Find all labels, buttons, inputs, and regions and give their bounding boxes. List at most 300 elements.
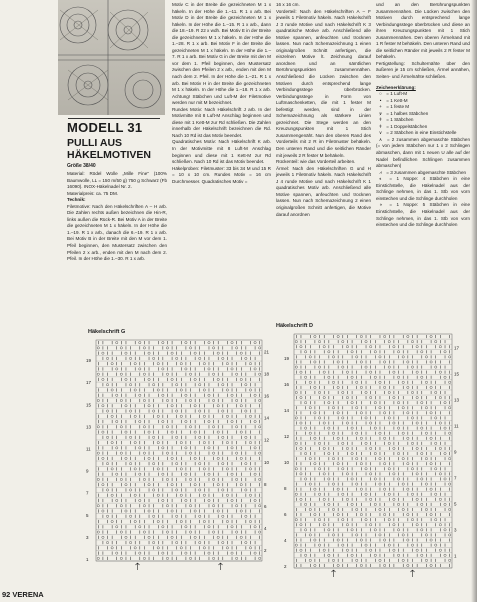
chain-mark bbox=[328, 478, 330, 480]
chain-mark bbox=[106, 489, 108, 491]
chain-mark bbox=[162, 368, 164, 370]
chain-mark bbox=[304, 376, 306, 378]
chain-mark bbox=[439, 498, 441, 500]
chain-mark bbox=[402, 407, 404, 409]
chain-mark bbox=[203, 415, 205, 417]
paragraph: Fertigstellung: Schulternähte über den äußeren je 15 cm schließen, Ärmel annähen, Seiten- und Ärmelnähte schließen. bbox=[376, 60, 470, 80]
legend-symbol-icon: ∨ bbox=[378, 130, 383, 136]
chain-mark bbox=[430, 335, 432, 337]
chain-mark bbox=[249, 363, 251, 365]
chain-mark bbox=[439, 447, 441, 449]
chain-mark bbox=[374, 376, 376, 378]
chain-mark bbox=[143, 505, 145, 507]
chain-mark bbox=[134, 441, 136, 443]
chain-mark bbox=[346, 549, 348, 551]
chain-mark bbox=[208, 526, 210, 528]
chain-mark bbox=[328, 503, 330, 505]
chain-mark bbox=[360, 437, 362, 439]
chain-mark bbox=[212, 478, 214, 480]
chain-mark bbox=[139, 526, 141, 528]
chain-mark bbox=[435, 442, 437, 444]
chain-mark bbox=[425, 483, 427, 485]
chain-mark bbox=[421, 529, 423, 531]
chain-mark bbox=[203, 389, 205, 391]
chain-mark bbox=[314, 513, 316, 515]
row-number-label: 17 bbox=[454, 345, 460, 351]
chain-mark bbox=[449, 508, 451, 510]
chain-mark bbox=[314, 412, 316, 414]
chain-mark bbox=[152, 489, 154, 491]
row-number-label: 4 bbox=[284, 538, 287, 543]
chain-mark bbox=[212, 399, 214, 401]
chain-mark bbox=[231, 447, 233, 449]
chain-mark bbox=[125, 431, 127, 433]
chain-mark bbox=[171, 378, 173, 380]
chain-mark bbox=[162, 499, 164, 501]
chain-mark bbox=[393, 346, 395, 348]
chain-mark bbox=[439, 524, 441, 526]
chain-mark bbox=[374, 351, 376, 353]
chain-mark bbox=[185, 473, 187, 475]
chain-mark bbox=[116, 420, 118, 422]
chain-mark bbox=[259, 347, 261, 349]
chain-mark bbox=[421, 402, 423, 404]
chain-mark bbox=[240, 405, 242, 407]
chain-mark bbox=[435, 544, 437, 546]
chain-mark bbox=[318, 519, 320, 521]
chain-mark bbox=[116, 341, 118, 343]
chain-mark bbox=[106, 410, 108, 412]
chain-mark bbox=[444, 554, 446, 556]
chain-mark bbox=[295, 544, 297, 546]
chain-mark bbox=[102, 352, 104, 354]
legend-text: = 1 Stäbchen bbox=[385, 117, 414, 123]
chain-mark bbox=[379, 559, 381, 561]
chain-mark bbox=[111, 415, 113, 417]
chain-mark bbox=[97, 557, 99, 559]
chain-mark bbox=[439, 371, 441, 373]
chain-mark bbox=[314, 488, 316, 490]
chain-mark bbox=[323, 371, 325, 373]
chain-mark bbox=[295, 366, 297, 368]
chain-mark bbox=[370, 498, 372, 500]
chain-mark bbox=[388, 340, 390, 342]
chain-mark bbox=[189, 399, 191, 401]
chain-mark bbox=[208, 552, 210, 554]
chain-mark bbox=[318, 340, 320, 342]
chain-mark bbox=[411, 340, 413, 342]
chain-mark bbox=[402, 356, 404, 358]
chain-mark bbox=[129, 463, 131, 465]
chain-mark bbox=[222, 463, 224, 465]
chain-mark bbox=[421, 427, 423, 429]
chain-mark bbox=[374, 503, 376, 505]
chain-mark bbox=[439, 422, 441, 424]
chain-mark bbox=[106, 515, 108, 517]
chain-mark bbox=[212, 373, 214, 375]
chain-mark bbox=[444, 503, 446, 505]
chain-mark bbox=[309, 559, 311, 561]
chain-mark bbox=[309, 508, 311, 510]
chain-mark bbox=[370, 346, 372, 348]
chain-mark bbox=[171, 457, 173, 459]
chain-mark bbox=[416, 473, 418, 475]
chain-mark bbox=[143, 557, 145, 559]
chain-mark bbox=[332, 356, 334, 358]
legend-text: = 3 zusammen abgemaschte Stäbchen bbox=[385, 169, 467, 175]
chain-mark bbox=[226, 520, 228, 522]
chain-mark bbox=[411, 468, 413, 470]
chain-mark bbox=[180, 494, 182, 496]
chain-mark bbox=[304, 554, 306, 556]
chain-mark bbox=[180, 441, 182, 443]
chain-mark bbox=[208, 420, 210, 422]
chain-mark bbox=[176, 489, 178, 491]
chain-mark bbox=[199, 463, 201, 465]
chain-mark bbox=[143, 426, 145, 428]
chain-mark bbox=[449, 534, 451, 536]
chain-mark bbox=[212, 426, 214, 428]
chain-mark bbox=[199, 489, 201, 491]
chain-mark bbox=[388, 544, 390, 546]
chain-mark bbox=[185, 394, 187, 396]
chain-mark bbox=[332, 381, 334, 383]
chain-mark bbox=[245, 489, 247, 491]
chain-mark bbox=[222, 357, 224, 359]
chain-mark bbox=[346, 498, 348, 500]
chain-mark bbox=[194, 484, 196, 486]
chain-mark bbox=[226, 441, 228, 443]
chain-mark bbox=[231, 341, 233, 343]
chain-mark bbox=[388, 519, 390, 521]
legend-text: = 1 feste M bbox=[385, 104, 410, 110]
chain-mark bbox=[318, 468, 320, 470]
row-number-label: 19 bbox=[86, 358, 92, 364]
chain-mark bbox=[143, 347, 145, 349]
row-number-label: 9 bbox=[86, 468, 89, 474]
chain-mark bbox=[97, 531, 99, 533]
chain-mark bbox=[226, 494, 228, 496]
chain-mark bbox=[189, 426, 191, 428]
chain-mark bbox=[125, 457, 127, 459]
chain-mark bbox=[152, 357, 154, 359]
chain-mark bbox=[379, 407, 381, 409]
chain-mark bbox=[300, 346, 302, 348]
chain-mark bbox=[379, 483, 381, 485]
chain-mark bbox=[240, 457, 242, 459]
chain-mark bbox=[328, 554, 330, 556]
chain-mark bbox=[134, 389, 136, 391]
row-number-label: 12 bbox=[284, 434, 290, 439]
chain-mark bbox=[217, 352, 219, 354]
chain-mark bbox=[254, 420, 256, 422]
chain-mark bbox=[249, 415, 251, 417]
chain-mark bbox=[309, 381, 311, 383]
chain-mark bbox=[397, 376, 399, 378]
chain-mark bbox=[379, 534, 381, 536]
legend-title: Zeichenerklärung: bbox=[376, 84, 416, 90]
chain-mark bbox=[254, 499, 256, 501]
chain-mark bbox=[189, 347, 191, 349]
chain-mark bbox=[212, 505, 214, 507]
chain-mark bbox=[430, 463, 432, 465]
chain-mark bbox=[370, 549, 372, 551]
chain-mark bbox=[360, 488, 362, 490]
chain-mark bbox=[194, 431, 196, 433]
chain-mark bbox=[166, 426, 168, 428]
chain-mark bbox=[374, 478, 376, 480]
chain-mark bbox=[379, 356, 381, 358]
chain-mark bbox=[444, 427, 446, 429]
chain-mark bbox=[342, 417, 344, 419]
chain-mark bbox=[157, 494, 159, 496]
chain-mark bbox=[139, 341, 141, 343]
chain-mark bbox=[235, 505, 237, 507]
chain-mark bbox=[120, 399, 122, 401]
chain-mark bbox=[346, 396, 348, 398]
chain-mark bbox=[106, 357, 108, 359]
chain-mark bbox=[120, 452, 122, 454]
chain-mark bbox=[397, 427, 399, 429]
chain-mark bbox=[222, 489, 224, 491]
row-number-label: 12 bbox=[264, 437, 270, 443]
chain-mark bbox=[449, 432, 451, 434]
chain-mark bbox=[143, 399, 145, 401]
chain-mark bbox=[295, 391, 297, 393]
chain-mark bbox=[383, 513, 385, 515]
chain-mark bbox=[328, 376, 330, 378]
chain-mark bbox=[342, 442, 344, 444]
chain-mark bbox=[166, 478, 168, 480]
chain-mark bbox=[351, 554, 353, 556]
legend-symbol-icon: + bbox=[379, 104, 382, 110]
chain-mark bbox=[231, 420, 233, 422]
chain-mark bbox=[318, 442, 320, 444]
chain-mark bbox=[203, 363, 205, 365]
chain-mark bbox=[102, 484, 104, 486]
chain-mark bbox=[148, 431, 150, 433]
chain-mark bbox=[212, 557, 214, 559]
chain-mark bbox=[199, 541, 201, 543]
chain-mark bbox=[106, 436, 108, 438]
chain-mark bbox=[254, 552, 256, 554]
chain-mark bbox=[102, 378, 104, 380]
chain-mark bbox=[116, 394, 118, 396]
chain-mark bbox=[332, 432, 334, 434]
chain-mark bbox=[235, 347, 237, 349]
chain-mark bbox=[379, 381, 381, 383]
chain-mark bbox=[162, 447, 164, 449]
chain-mark bbox=[116, 368, 118, 370]
chain-mark bbox=[304, 452, 306, 454]
chain-mark bbox=[185, 552, 187, 554]
legend-item bbox=[376, 202, 470, 228]
chain-mark bbox=[388, 391, 390, 393]
legend-symbol-icon: ꝟ bbox=[379, 110, 382, 116]
chain-mark bbox=[411, 366, 413, 368]
chain-mark bbox=[407, 488, 409, 490]
chain-mark bbox=[328, 351, 330, 353]
chain-mark bbox=[300, 524, 302, 526]
chain-mark bbox=[111, 547, 113, 549]
chain-mark bbox=[402, 483, 404, 485]
chain-mark bbox=[208, 473, 210, 475]
chain-mark bbox=[332, 483, 334, 485]
row-number-label: 8 bbox=[284, 486, 287, 491]
chain-mark bbox=[129, 515, 131, 517]
chain-mark bbox=[111, 389, 113, 391]
chain-mark bbox=[171, 536, 173, 538]
chain-mark bbox=[314, 335, 316, 337]
legend-symbol-icon: ⩘ bbox=[379, 169, 382, 175]
chain-mark bbox=[120, 557, 122, 559]
chain-mark bbox=[199, 515, 201, 517]
chain-mark bbox=[116, 499, 118, 501]
chain-mark bbox=[152, 541, 154, 543]
chain-mark bbox=[383, 437, 385, 439]
chain-mark bbox=[365, 340, 367, 342]
chain-mark bbox=[328, 529, 330, 531]
legend-symbol-icon: ǂ bbox=[379, 123, 382, 129]
chain-mark bbox=[411, 391, 413, 393]
chain-mark bbox=[407, 361, 409, 363]
chain-mark bbox=[129, 436, 131, 438]
chain-mark bbox=[180, 468, 182, 470]
chain-mark bbox=[356, 508, 358, 510]
chain-mark bbox=[245, 384, 247, 386]
chain-mark bbox=[231, 552, 233, 554]
paragraph: Vorderteil: Nach den Häkelschriften A – F jeweils 1 Filetmotiv häkeln. Nach Häkelschrift J 3 runde Motive und nach Häkelschrift K 3 quadratische Motive arb. Anschließend alle Motive spannen, anfeuchten und trocknen lassen. Nun nach Schemazeichnung 1 einen originalgroßen Schnitt anfertigen, die einzelnen Motive lt. Zeichnung darauf anordnen und an sämtlichen Berührungspunkten zusammennähen. Anschließend die Lücken zwischen den Motiven durch entsprechend lange Verbindungsstege überbrücken. Verbindungsstege in Form von Luftmaschenketten, die mit 1 fester M befestigt werden, sind in der Schemazeichnung als stärkere Linien gezeichnet. Die Stege werden an den Kreuzungspunkten mit 1 Stich zusammengenäht. Nun den oberen Rand des Vorderteils mit 2 R im Filetmuster behäkeln. Den unteren Rand und die seitlichen Ränder mit jeweils 2 R fester M behäkeln. bbox=[276, 8, 371, 158]
chain-mark bbox=[444, 351, 446, 353]
chain-mark bbox=[111, 494, 113, 496]
chain-mark bbox=[125, 352, 127, 354]
chain-mark bbox=[318, 493, 320, 495]
chain-mark bbox=[435, 519, 437, 521]
chain-mark bbox=[346, 346, 348, 348]
chain-mark bbox=[393, 498, 395, 500]
chain-mark bbox=[134, 494, 136, 496]
chain-mark bbox=[397, 503, 399, 505]
legend-text: = 1 Noppe: 4 Stäbchen in eine Einstichstelle, die Häkelnadel aus der Schlinge nehmen, in das 1. Stb von vorn einstechen und die Schlinge durchholen bbox=[376, 176, 470, 201]
chain-mark bbox=[240, 510, 242, 512]
chain-mark bbox=[365, 366, 367, 368]
chain-mark bbox=[194, 378, 196, 380]
chain-mark bbox=[208, 499, 210, 501]
chain-mark bbox=[97, 347, 99, 349]
chain-mark bbox=[397, 478, 399, 480]
chain-mark bbox=[337, 361, 339, 363]
chain-mark bbox=[189, 373, 191, 375]
chain-mark bbox=[194, 405, 196, 407]
legend-symbol-icon: ◑ bbox=[379, 202, 382, 208]
chain-mark bbox=[189, 531, 191, 533]
row-number-label: 3 bbox=[86, 534, 89, 540]
chain-mark bbox=[342, 493, 344, 495]
chain-mark bbox=[337, 437, 339, 439]
chain-mark bbox=[157, 520, 159, 522]
chain-mark bbox=[102, 536, 104, 538]
chain-mark bbox=[407, 513, 409, 515]
chain-mark bbox=[222, 410, 224, 412]
chain-mark bbox=[235, 399, 237, 401]
chain-mark bbox=[435, 366, 437, 368]
row-number-label: 3 bbox=[454, 527, 457, 533]
chain-mark bbox=[337, 412, 339, 414]
row-number-label: 14 bbox=[284, 408, 290, 413]
row-number-label: 13 bbox=[454, 397, 460, 403]
repeat-arrow-icon bbox=[332, 570, 336, 577]
chain-mark bbox=[416, 549, 418, 551]
chain-mark bbox=[356, 356, 358, 358]
chain-mark bbox=[351, 427, 353, 429]
chain-mark bbox=[435, 391, 437, 393]
chain-mark bbox=[439, 473, 441, 475]
chain-mark bbox=[259, 557, 261, 559]
chain-mark bbox=[351, 478, 353, 480]
chain-mark bbox=[318, 544, 320, 546]
paragraph: Motiv C in der Breite die gezeichneten M 1 x häkeln. In der Höhe die 1.–11. R 1 x arb. Bei Motiv D in der Breite die gezeichneten M 1 x häkeln. In der Höhe die 1.–15. R 1 x arb., dann die 18.–19. R 22 x wdh. Bei Motiv E in der Breite die gezeichneten M 1 x häkeln. In der Höhe die 1.–28. R 1 x arb. Bei Motiv F in der Breite die gezeichneten M 1 x häkeln. In der Höhe die 1.–7. R 1 x arb. Bei Motiv G in der Breite mit den M vor dem 1. Pfeil beginnen, den Mustersatz zwischen den Pfeilen 2 x arb., enden mit den M nach dem 2. Pfeil. In der Höhe die 1.–21. R 1 x arb. Bei Motiv H in der Breite die gezeichneten M 1 x häkeln. In der Höhe die 1.–18. R 1 x arb. Achtung! Stäbchen und Luft-M der Filetmotive werden nur mit M bezeichnet. bbox=[172, 2, 271, 106]
chain-mark bbox=[444, 376, 446, 378]
row-number-label: 8 bbox=[264, 481, 267, 487]
chain-mark bbox=[171, 484, 173, 486]
legend-text: = 2 zusammen abgemaschte Stäbchen (= von jedem Stäbchen nur 1 x 2 Schlingen abmaschen, dann mit 1 neuen U alle auf der Nadel befindlichen Schlingen zusammen abmaschen) bbox=[376, 136, 470, 169]
chain-mark bbox=[370, 447, 372, 449]
chain-mark bbox=[222, 515, 224, 517]
chain-mark bbox=[402, 559, 404, 561]
chain-mark bbox=[259, 452, 261, 454]
chain-mark bbox=[411, 417, 413, 419]
chain-mark bbox=[323, 422, 325, 424]
chain-mark bbox=[328, 402, 330, 404]
chain-mark bbox=[295, 442, 297, 444]
row-number-label: 15 bbox=[454, 371, 460, 377]
chain-mark bbox=[116, 526, 118, 528]
chain-mark bbox=[189, 478, 191, 480]
chain-mark bbox=[323, 524, 325, 526]
row-number-label: 11 bbox=[86, 446, 91, 452]
chain-mark bbox=[449, 457, 451, 459]
chain-mark bbox=[189, 557, 191, 559]
chart-d-label: Häkelschrift D bbox=[276, 323, 313, 329]
chain-mark bbox=[249, 389, 251, 391]
paragraph: Material: Rödel Wolle „Mille Fine" (100% Baumwolle, LL = 150 m/50 g) 750 g Schwarz (Fb 16090). INOX-Häkelnadel Nr. 2. bbox=[67, 171, 167, 190]
repeat-arrow-icon bbox=[219, 563, 223, 570]
legend-symbol-icon: ǂ bbox=[379, 117, 382, 123]
chain-mark bbox=[97, 373, 99, 375]
chain-mark bbox=[351, 529, 353, 531]
chain-mark bbox=[120, 347, 122, 349]
chain-mark bbox=[217, 510, 219, 512]
chain-mark bbox=[249, 547, 251, 549]
paragraph: Häkelproben: Filetmuster: 33 bis 34 M und 15 R = 10 x 10 cm. Rundes Motiv = 16 cm Durchmesser. Quadratisches Motiv = bbox=[172, 165, 271, 184]
chain-mark bbox=[139, 473, 141, 475]
chain-mark bbox=[176, 384, 178, 386]
chain-mark bbox=[152, 515, 154, 517]
chain-mark bbox=[300, 498, 302, 500]
chain-mark bbox=[199, 357, 201, 359]
chain-mark bbox=[449, 356, 451, 358]
chain-mark bbox=[323, 498, 325, 500]
paragraph: Materialpreis: ca. 75 DM. bbox=[67, 190, 119, 196]
chain-mark bbox=[203, 441, 205, 443]
chain-mark bbox=[240, 536, 242, 538]
chain-mark bbox=[148, 536, 150, 538]
chain-mark bbox=[360, 564, 362, 566]
chain-mark bbox=[383, 488, 385, 490]
chain-mark bbox=[208, 394, 210, 396]
chain-mark bbox=[430, 513, 432, 515]
chain-mark bbox=[157, 389, 159, 391]
